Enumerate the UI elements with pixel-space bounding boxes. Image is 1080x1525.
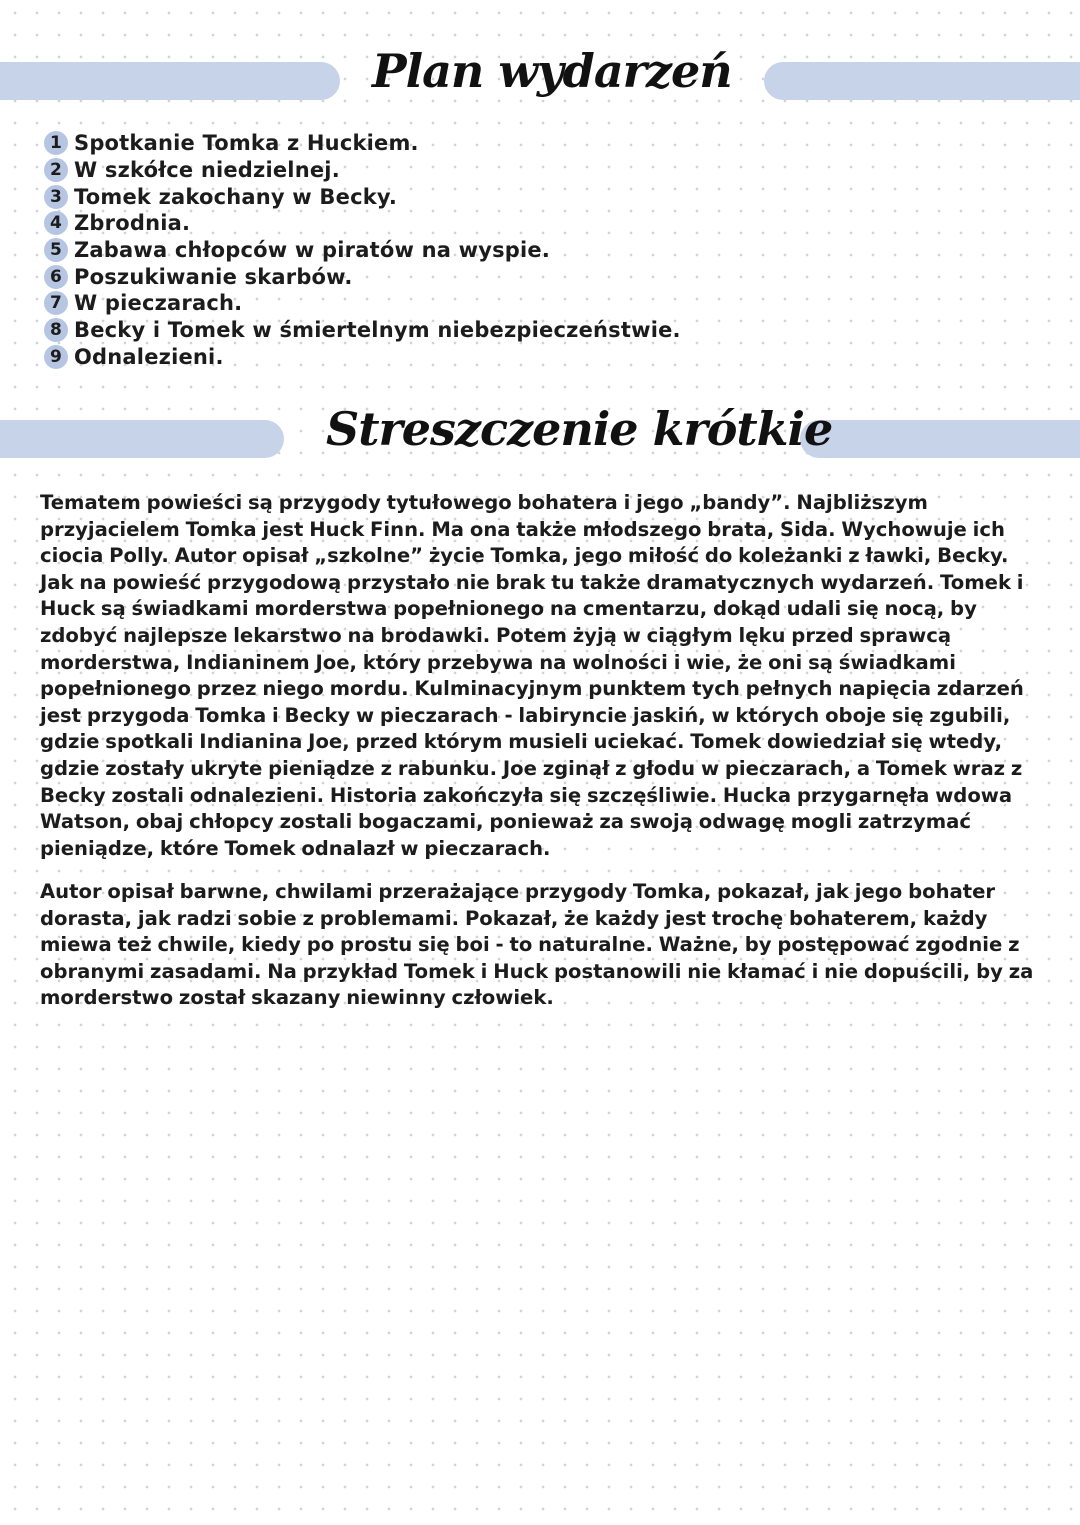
plan-item-number: 9 (44, 345, 68, 369)
plan-item-number: 3 (44, 185, 68, 209)
plan-item-text: W szkółce niedzielnej. (74, 158, 340, 183)
plan-item-text: Tomek zakochany w Becky. (74, 184, 398, 209)
plan-item (44, 210, 681, 237)
plan-item-text: Spotkanie Tomka z Huckiem. (74, 131, 419, 156)
header-bar-left (0, 62, 340, 100)
summary-bar-left (0, 420, 284, 458)
summary-title: Streszczenie krótkie (326, 402, 833, 456)
header-bar-right (764, 62, 1080, 100)
plan-item-number: 1 (44, 131, 68, 155)
plan-item-number: 2 (44, 158, 68, 182)
plan-item-text: Poszukiwanie skarbów. (74, 264, 353, 289)
plan-item-number: 4 (44, 211, 68, 235)
plan-item-text: Odnalezieni. (74, 344, 224, 369)
plan-item-text: Becky i Tomek w śmiertelnym niebezpieczeństwie. (74, 318, 681, 343)
plan-list (44, 130, 681, 370)
summary-bar-right (800, 420, 1080, 458)
plan-item-number: 5 (44, 238, 68, 262)
plan-item (44, 290, 681, 317)
plan-item-number: 6 (44, 265, 68, 289)
plan-item-number: 8 (44, 318, 68, 342)
plan-title: Plan wydarzeń (372, 44, 732, 98)
plan-item-text: Zabawa chłopców w piratów na wyspie. (74, 238, 551, 263)
plan-item (44, 317, 681, 344)
plan-item (44, 183, 681, 210)
plan-item (44, 263, 681, 290)
summary-paragraph: Tematem powieści są przygody tytułowego bohatera i jego „bandy”. Najbliższym przyjacielem Tomka jest Huck Finn. Ma ona także młodszego brata, Sida. Wychowuje ich ciocia Polly. Autor opisał „szkolne” życie Tomka, jego miłość do koleżanki z ławki, Becky. Jak na powieść przygodową przystało nie brak tu także dramatycznych wydarzeń. Tomek i Huck są świadkami morderstwa popełnionego na cmentarzu, dokąd udali się nocą, by zdobyć najlepsze lekarstwo na brodawki. Potem żyją w ciągłym lęku przed sprawcą morderstwa, Indianinem Joe, który przebywa na wolności i wie, że oni są świadkami popełnionego przez niego mordu. Kulminacyjnym punktem tych pełnych napięcia zdarzeń jest przygoda Tomka i Becky w pieczarach - labiryncie jaskiń, w których oboje się zgubili, gdzie spotkali Indianina Joe, przed którym musieli uciekać. Tomek dowiedział się wtedy, gdzie zostały ukryte pieniądze z rabunku. Joe zginął z głodu w pieczarach, a Tomek wraz z Becky zostali odnalezieni. Historia zakończyła się szczęśliwie. Hucka przygarnęła wdowa Watson, obaj chłopcy zostali bogaczami, ponieważ za swoją odwagę mogli zatrzymać pieniądze, które Tomek odnalazł w pieczarach. (40, 491, 1024, 860)
plan-item (44, 237, 681, 264)
plan-item-number: 7 (44, 291, 68, 315)
plan-item-text: Zbrodnia. (74, 211, 191, 236)
plan-item (44, 344, 681, 371)
plan-item (44, 157, 681, 184)
summary-paragraph: Autor opisał barwne, chwilami przerażające przygody Tomka, pokazał, jak jego bohater dorasta, jak radzi sobie z problemami. Pokazał, że każdy jest trochę bohaterem, każdy miewa też chwile, kiedy po prostu się boi - to naturalne. Ważne, by postępować zgodnie z obranymi zasadami. Na przykład Tomek i Huck postanowili nie kłamać i nie dopuścili, by za morderstwo został skazany niewinny człowiek. (40, 880, 1034, 1010)
plan-item (44, 130, 681, 157)
plan-item-text: W pieczarach. (74, 291, 243, 316)
